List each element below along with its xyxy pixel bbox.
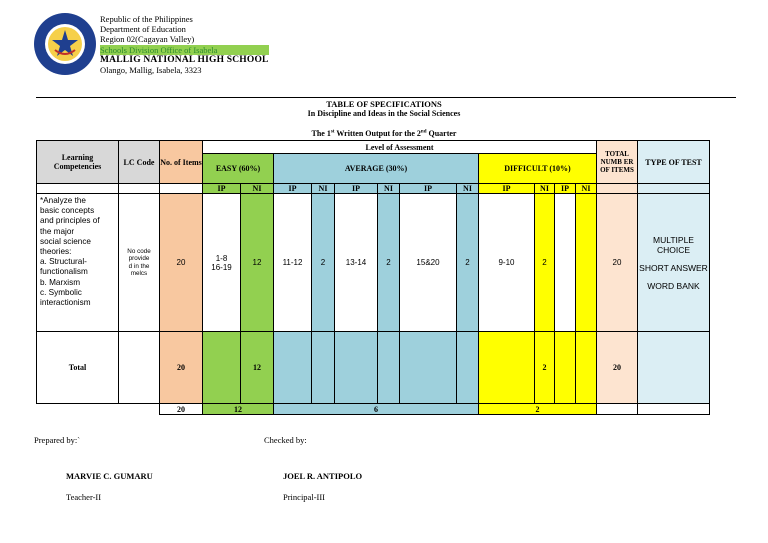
summary-items: 20: [160, 404, 203, 415]
header-divider: [36, 97, 736, 98]
lc-code-cell: No code provide d in the melcs: [119, 194, 160, 332]
easy-ni-cell: 12: [241, 194, 274, 332]
spacer-cell: [160, 184, 203, 194]
total-total-items: 20: [597, 332, 638, 404]
header-lc-code: LC Code: [119, 141, 160, 184]
average-ni-cell-1: 2: [312, 194, 335, 332]
total-items-cell: 20: [597, 194, 638, 332]
total-average-cell: [457, 332, 479, 404]
output-title: The 1st Written Output for the 2nd Quarter: [311, 129, 457, 138]
summary-difficult: 2: [479, 404, 597, 415]
average-ip-cell-3: 15&20: [400, 194, 457, 332]
spacer-cell: [37, 184, 119, 194]
school-address: Olango, Mallig, Isabela, 3323: [100, 65, 202, 76]
header-level-of-assessment: Level of Assessment: [203, 141, 597, 154]
header-type-of-test: TYPE OF TEST: [638, 141, 710, 184]
summary-easy: 12: [203, 404, 274, 415]
spacer-cell: [119, 404, 160, 415]
sub-ip-average: IP: [335, 184, 378, 194]
total-items: 20: [160, 332, 203, 404]
total-difficult-ni: 2: [535, 332, 555, 404]
sub-ip-difficult: IP: [555, 184, 576, 194]
letterhead: [100, 14, 269, 75]
checked-by-label: Checked by:: [264, 435, 307, 445]
preparer-title: Teacher-II: [66, 492, 102, 502]
difficult-ip-cell: 9-10: [479, 194, 535, 332]
easy-ip-cell: 1-8 16-19: [203, 194, 241, 332]
sub-ni-average: NI: [312, 184, 335, 194]
republic-line: Republic of the Philippines: [100, 14, 193, 24]
checker-title: Principal-III: [283, 492, 326, 502]
total-easy-ni: 12: [241, 332, 274, 404]
total-difficult-ip: [479, 332, 535, 404]
average-ni-cell-3: 2: [457, 194, 479, 332]
competency-cell: *Analyze the basic concepts and principles of the major social science theories: a. Structural- functionalism b. Marxism c. Symbolic interactionism: [37, 194, 119, 332]
spacer-cell: [37, 404, 119, 415]
preparer-name: MARVIE C. GUMARU: [66, 471, 153, 481]
difficult-ip-cell-empty: [555, 194, 576, 332]
spacer-cell: [638, 404, 710, 415]
table-row: [37, 194, 710, 332]
total-difficult-ni-2: [576, 332, 597, 404]
header-easy: EASY (60%): [203, 154, 274, 184]
difficult-ni-cell-empty: [576, 194, 597, 332]
sub-ni-easy: NI: [241, 184, 274, 194]
school-name: MALLIG NATIONAL HIGH SCHOOL: [100, 54, 269, 65]
total-row: [37, 332, 710, 404]
summary-row: [37, 404, 710, 415]
summary-average: 6: [274, 404, 479, 415]
average-ni-cell-2: 2: [378, 194, 400, 332]
total-easy-ip: [203, 332, 241, 404]
items-cell: 20: [160, 194, 203, 332]
average-ip-cell-1: 11-12: [274, 194, 312, 332]
deped-seal-logo: [33, 12, 97, 76]
sub-ni-average: NI: [378, 184, 400, 194]
sub-ni-difficult: NI: [535, 184, 555, 194]
region-line: Region 02(Cagayan Valley): [100, 34, 195, 45]
sub-ni-average: NI: [457, 184, 479, 194]
total-label: Total: [37, 332, 119, 404]
total-average-cell: [400, 332, 457, 404]
spacer-cell: [119, 184, 160, 194]
average-ip-cell-2: 13-14: [335, 194, 378, 332]
total-average-cell: [335, 332, 378, 404]
header-total-items: TOTAL NUMB ER OF ITEMS: [597, 141, 638, 184]
checker-name: JOEL R. ANTIPOLO: [283, 471, 363, 481]
total-average-cell: [312, 332, 335, 404]
sub-ip-difficult: IP: [479, 184, 535, 194]
division-line: Schools Division Office of Isabela: [100, 45, 269, 55]
total-difficult-ip-2: [555, 332, 576, 404]
sub-ip-average: IP: [400, 184, 457, 194]
document-title: TABLE OF SPECIFICATIONS: [326, 99, 442, 109]
subject-title: In Discipline and Ideas in the Social Sciences: [307, 109, 461, 118]
type-of-test-cell: MULTIPLE CHOICE SHORT ANSWER WORD BANK: [638, 194, 710, 332]
header-average: AVERAGE (30%): [274, 154, 479, 184]
department-line: Department of Education: [100, 24, 186, 35]
spacer-cell: [597, 404, 638, 415]
header-competencies: Learning Competencies: [37, 141, 119, 184]
total-average-cell: [378, 332, 400, 404]
spacer-cell: [638, 184, 710, 194]
prepared-by-label: Prepared by:`: [34, 435, 81, 445]
header-difficult: DIFFICULT (10%): [479, 154, 597, 184]
difficult-ni-cell: 2: [535, 194, 555, 332]
sub-ni-difficult: NI: [576, 184, 597, 194]
sub-ip-average: IP: [274, 184, 312, 194]
total-average-cell: [274, 332, 312, 404]
total-type-cell: [638, 332, 710, 404]
spacer-cell: [119, 332, 160, 404]
tos-table: [36, 140, 710, 415]
spacer-cell: [597, 184, 638, 194]
header-no-of-items: No. of Items: [160, 141, 203, 184]
sub-ip-easy: IP: [203, 184, 241, 194]
